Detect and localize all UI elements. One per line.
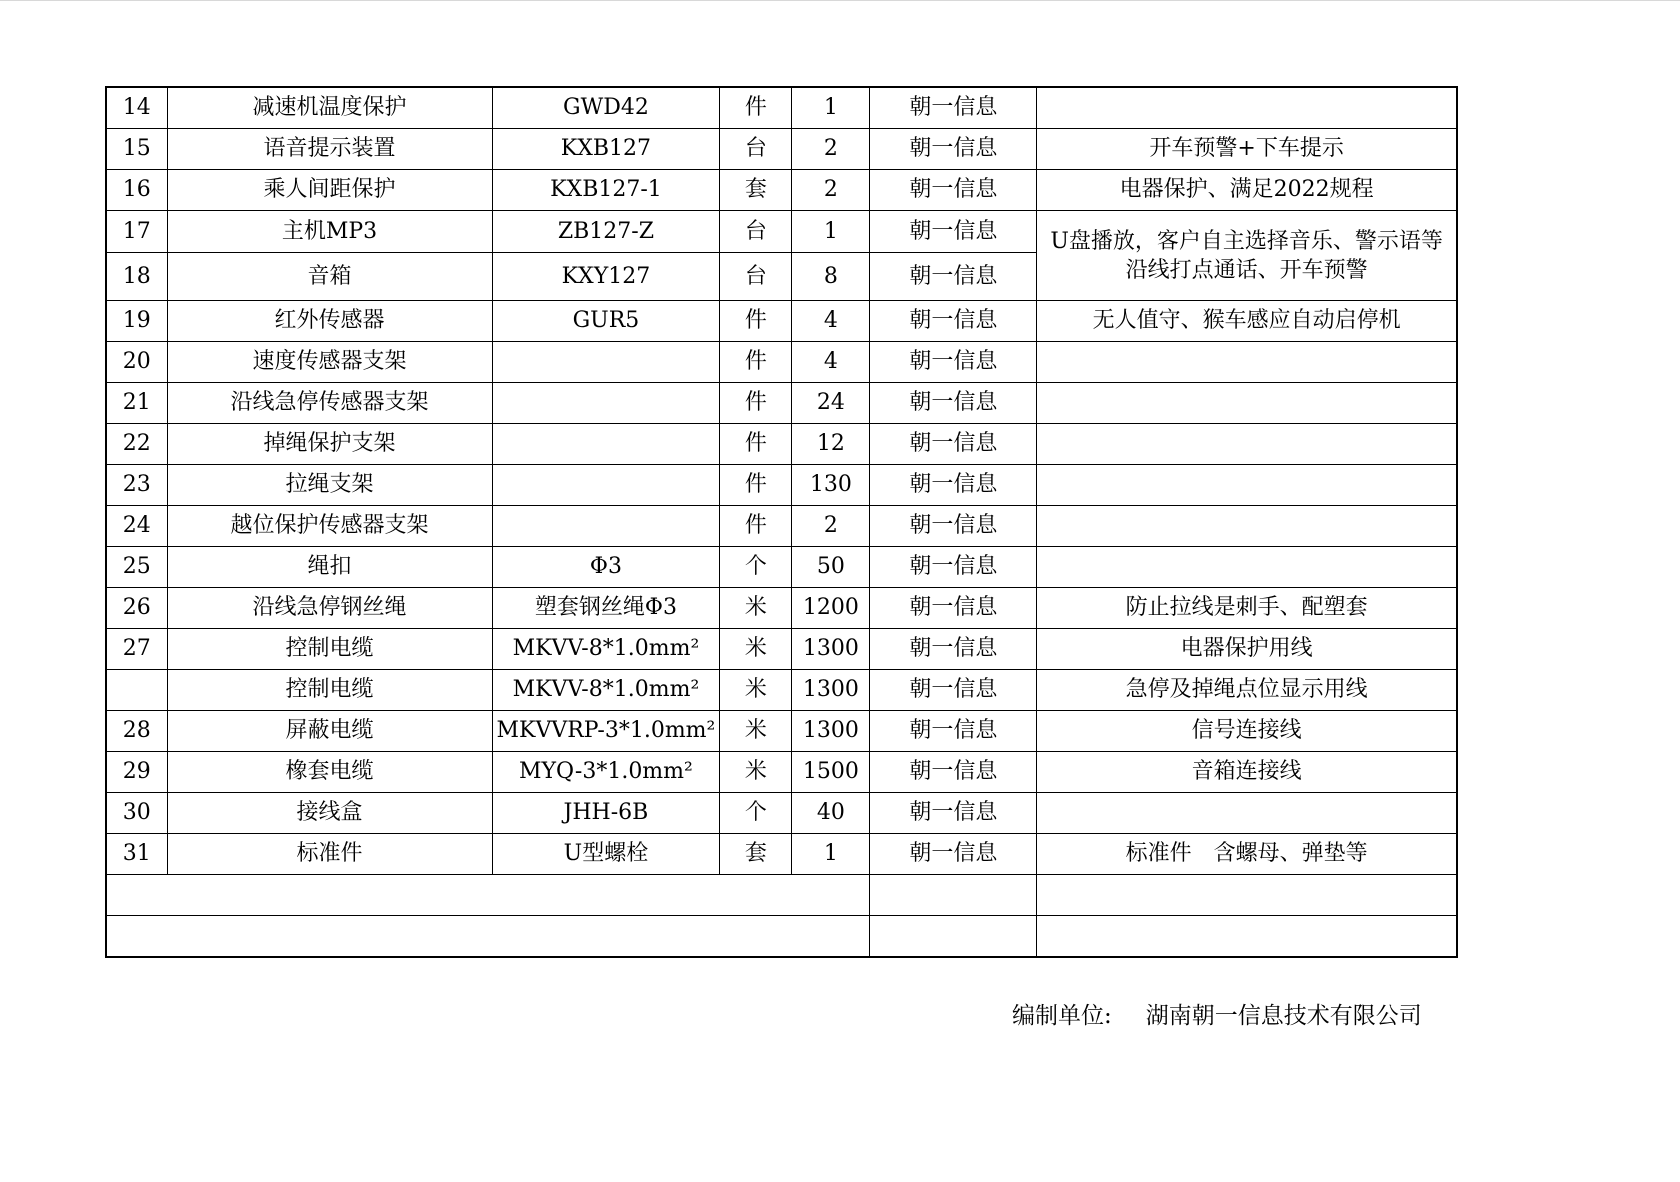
cell-no: 23 — [106, 465, 167, 506]
cell-model: GUR5 — [492, 301, 720, 342]
table-row-blank — [106, 875, 1457, 916]
cell-model: KXY127 — [492, 253, 720, 301]
cell-name: 橡套电缆 — [167, 752, 492, 793]
cell-no: 14 — [106, 87, 167, 129]
cell-supplier: 朝一信息 — [870, 253, 1037, 301]
cell-unit: 米 — [720, 670, 792, 711]
cell-name: 屏蔽电缆 — [167, 711, 492, 752]
cell-unit: 个 — [720, 793, 792, 834]
cell-no: 31 — [106, 834, 167, 875]
cell-name: 乘人间距保护 — [167, 170, 492, 211]
cell-note — [1037, 793, 1457, 834]
cell-note-merged: U盘播放，客户自主选择音乐、警示语等沿线打点通话、开车预警 — [1037, 211, 1457, 301]
cell-model — [492, 506, 720, 547]
cell-note: 电器保护、满足2022规程 — [1037, 170, 1457, 211]
cell-name: 控制电缆 — [167, 670, 492, 711]
cell-no: 29 — [106, 752, 167, 793]
cell-qty: 1200 — [792, 588, 870, 629]
cell-note — [1037, 465, 1457, 506]
cell-no: 18 — [106, 253, 167, 301]
cell-unit: 件 — [720, 342, 792, 383]
cell-name: 拉绳支架 — [167, 465, 492, 506]
cell-unit: 米 — [720, 629, 792, 670]
table-row — [106, 834, 1457, 875]
cell-model: Φ3 — [492, 547, 720, 588]
cell-unit: 台 — [720, 253, 792, 301]
cell-qty: 8 — [792, 253, 870, 301]
cell-unit: 件 — [720, 87, 792, 129]
cell-no: 27 — [106, 629, 167, 670]
footer-label: 编制单位: — [1012, 1003, 1112, 1029]
table-row — [106, 465, 1457, 506]
cell-name: 红外传感器 — [167, 301, 492, 342]
cell-note — [1037, 424, 1457, 465]
cell-note: 信号连接线 — [1037, 711, 1457, 752]
cell-model: KXB127-1 — [492, 170, 720, 211]
cell-qty: 1 — [792, 834, 870, 875]
cell-supplier: 朝一信息 — [870, 711, 1037, 752]
blank-cell-note — [1037, 875, 1457, 916]
cell-supplier: 朝一信息 — [870, 424, 1037, 465]
cell-note: 防止拉线是刺手、配塑套 — [1037, 588, 1457, 629]
table-row — [106, 87, 1457, 129]
cell-qty: 2 — [792, 506, 870, 547]
cell-model: MKVVRP-3*1.0mm² — [492, 711, 720, 752]
table-row — [106, 588, 1457, 629]
cell-unit: 件 — [720, 301, 792, 342]
cell-model: U型螺栓 — [492, 834, 720, 875]
table-row — [106, 170, 1457, 211]
table-row — [106, 629, 1457, 670]
footer-company: 湖南朝一信息技术有限公司 — [1145, 1003, 1422, 1029]
cell-no: 20 — [106, 342, 167, 383]
cell-supplier: 朝一信息 — [870, 588, 1037, 629]
cell-note: 音箱连接线 — [1037, 752, 1457, 793]
equipment-table — [105, 86, 1458, 958]
table-row — [106, 424, 1457, 465]
cell-note — [1037, 87, 1457, 129]
cell-note — [1037, 506, 1457, 547]
cell-model: JHH-6B — [492, 793, 720, 834]
cell-unit: 件 — [720, 383, 792, 424]
cell-qty: 4 — [792, 342, 870, 383]
cell-note: 标准件 含螺母、弹垫等 — [1037, 834, 1457, 875]
cell-qty: 130 — [792, 465, 870, 506]
blank-cell-merged — [106, 875, 870, 916]
cell-model: ZB127-Z — [492, 211, 720, 253]
cell-unit: 套 — [720, 834, 792, 875]
cell-qty: 1300 — [792, 629, 870, 670]
cell-qty: 2 — [792, 170, 870, 211]
cell-no: 21 — [106, 383, 167, 424]
cell-model: MKVV-8*1.0mm² — [492, 670, 720, 711]
table-row — [106, 752, 1457, 793]
cell-model: GWD42 — [492, 87, 720, 129]
cell-no: 28 — [106, 711, 167, 752]
cell-model: MKVV-8*1.0mm² — [492, 629, 720, 670]
cell-note: 无人值守、猴车感应自动启停机 — [1037, 301, 1457, 342]
cell-qty: 1 — [792, 211, 870, 253]
table-row — [106, 670, 1457, 711]
cell-qty: 1 — [792, 87, 870, 129]
cell-note: 急停及掉绳点位显示用线 — [1037, 670, 1457, 711]
cell-supplier: 朝一信息 — [870, 793, 1037, 834]
cell-supplier: 朝一信息 — [870, 834, 1037, 875]
cell-name: 音箱 — [167, 253, 492, 301]
cell-no: 15 — [106, 129, 167, 170]
cell-model: MYQ-3*1.0mm² — [492, 752, 720, 793]
cell-supplier: 朝一信息 — [870, 170, 1037, 211]
blank-cell-merged — [106, 916, 870, 958]
cell-note: 电器保护用线 — [1037, 629, 1457, 670]
cell-supplier: 朝一信息 — [870, 752, 1037, 793]
cell-unit: 件 — [720, 506, 792, 547]
cell-qty: 4 — [792, 301, 870, 342]
cell-model — [492, 465, 720, 506]
cell-supplier: 朝一信息 — [870, 670, 1037, 711]
cell-qty: 1500 — [792, 752, 870, 793]
cell-unit: 米 — [720, 752, 792, 793]
cell-note — [1037, 547, 1457, 588]
cell-unit: 米 — [720, 588, 792, 629]
cell-unit: 台 — [720, 129, 792, 170]
table-row — [106, 711, 1457, 752]
cell-no: 26 — [106, 588, 167, 629]
cell-supplier: 朝一信息 — [870, 547, 1037, 588]
equipment-list-sheet — [105, 86, 1458, 958]
cell-supplier: 朝一信息 — [870, 129, 1037, 170]
cell-unit: 台 — [720, 211, 792, 253]
blank-cell-note — [1037, 916, 1457, 958]
cell-name: 主机MP3 — [167, 211, 492, 253]
cell-name: 越位保护传感器支架 — [167, 506, 492, 547]
cell-unit: 件 — [720, 465, 792, 506]
cell-supplier: 朝一信息 — [870, 211, 1037, 253]
table-row-blank — [106, 916, 1457, 958]
table-row — [106, 342, 1457, 383]
blank-cell-supplier — [870, 875, 1037, 916]
cell-note: 开车预警+下车提示 — [1037, 129, 1457, 170]
cell-model: 塑套钢丝绳Φ3 — [492, 588, 720, 629]
cell-supplier: 朝一信息 — [870, 506, 1037, 547]
cell-qty: 2 — [792, 129, 870, 170]
cell-name: 减速机温度保护 — [167, 87, 492, 129]
cell-qty: 1300 — [792, 670, 870, 711]
cell-name: 沿线急停传感器支架 — [167, 383, 492, 424]
cell-name: 标准件 — [167, 834, 492, 875]
blank-cell-supplier — [870, 916, 1037, 958]
cell-qty: 40 — [792, 793, 870, 834]
cell-unit: 米 — [720, 711, 792, 752]
compiled-by-footer — [1012, 997, 1462, 1030]
cell-no: 16 — [106, 170, 167, 211]
cell-unit: 件 — [720, 424, 792, 465]
cell-no: 24 — [106, 506, 167, 547]
cell-note — [1037, 383, 1457, 424]
cell-unit: 个 — [720, 547, 792, 588]
cell-qty: 12 — [792, 424, 870, 465]
table-row — [106, 301, 1457, 342]
cell-no: 22 — [106, 424, 167, 465]
cell-supplier: 朝一信息 — [870, 465, 1037, 506]
table-row — [106, 793, 1457, 834]
table-row — [106, 547, 1457, 588]
cell-name: 绳扣 — [167, 547, 492, 588]
cell-name: 接线盒 — [167, 793, 492, 834]
cell-supplier: 朝一信息 — [870, 383, 1037, 424]
cell-model: KXB127 — [492, 129, 720, 170]
table-row — [106, 506, 1457, 547]
cell-qty: 50 — [792, 547, 870, 588]
cell-model — [492, 424, 720, 465]
cell-name: 掉绳保护支架 — [167, 424, 492, 465]
table-row — [106, 211, 1457, 253]
cell-qty: 1300 — [792, 711, 870, 752]
cell-no: 19 — [106, 301, 167, 342]
cell-name: 速度传感器支架 — [167, 342, 492, 383]
cell-supplier: 朝一信息 — [870, 87, 1037, 129]
cell-no — [106, 670, 167, 711]
cell-name: 沿线急停钢丝绳 — [167, 588, 492, 629]
cell-model — [492, 383, 720, 424]
cell-model — [492, 342, 720, 383]
equipment-table-body — [106, 87, 1457, 957]
cell-no: 17 — [106, 211, 167, 253]
cell-unit: 套 — [720, 170, 792, 211]
cell-no: 30 — [106, 793, 167, 834]
page-top-rule — [0, 0, 1680, 1]
cell-no: 25 — [106, 547, 167, 588]
cell-supplier: 朝一信息 — [870, 301, 1037, 342]
cell-qty: 24 — [792, 383, 870, 424]
cell-note — [1037, 342, 1457, 383]
table-row — [106, 383, 1457, 424]
cell-name: 控制电缆 — [167, 629, 492, 670]
cell-supplier: 朝一信息 — [870, 342, 1037, 383]
cell-name: 语音提示装置 — [167, 129, 492, 170]
cell-supplier: 朝一信息 — [870, 629, 1037, 670]
table-row — [106, 129, 1457, 170]
